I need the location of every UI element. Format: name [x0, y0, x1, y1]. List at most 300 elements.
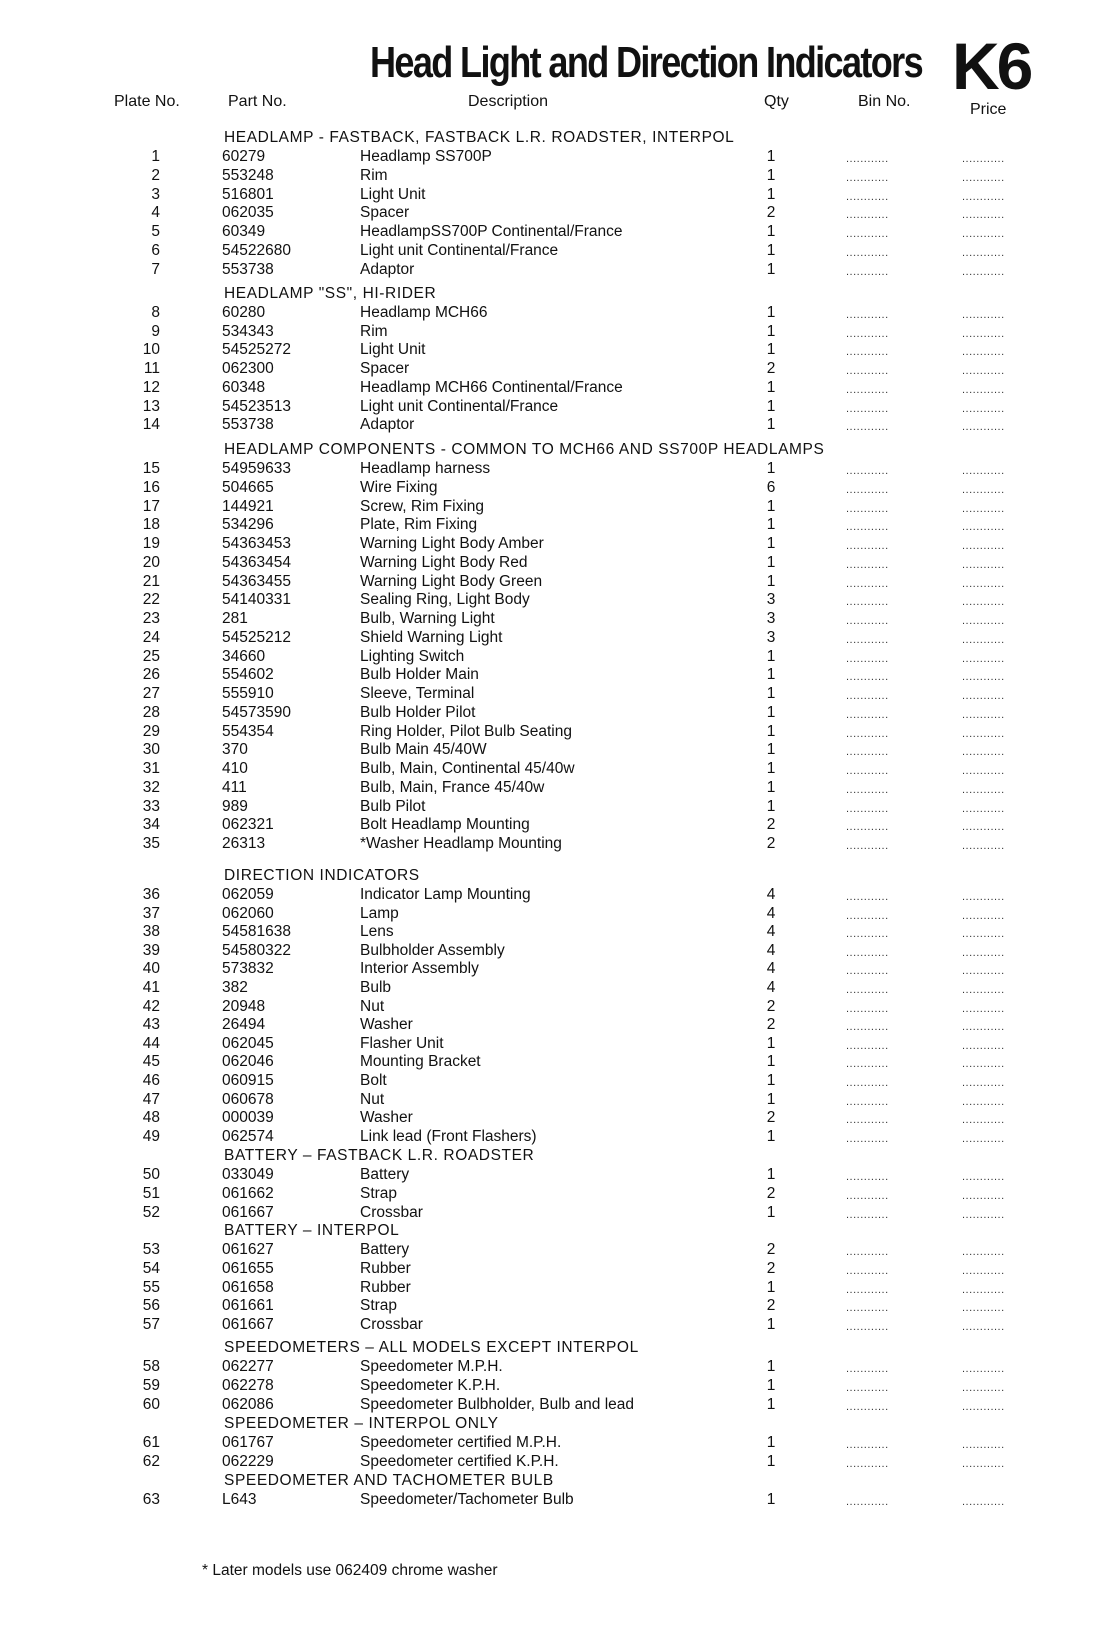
quantity: 1	[766, 322, 776, 340]
part-description: Rubber	[360, 1259, 411, 1277]
plate-number: 2	[151, 166, 160, 184]
quantity: 4	[766, 923, 776, 941]
quantity: 1	[766, 1452, 776, 1470]
part-description: Strap	[360, 1297, 398, 1315]
part-description: HeadlampSS700P Continental/France	[360, 223, 623, 241]
part-description: Lighting Switch	[360, 647, 465, 665]
part-description: Bulb Main 45/40W	[360, 741, 487, 759]
bin-number-blank: ............	[846, 690, 889, 702]
bin-number-blank: ............	[846, 1321, 889, 1334]
plate-number: 19	[142, 535, 160, 552]
table-row	[0, 609, 1116, 628]
bin-number-blank: ............	[846, 465, 889, 477]
part-description: Warning Light Body Amber	[360, 535, 544, 552]
bin-number-blank: ............	[846, 1400, 889, 1413]
part-number: 54525272	[222, 341, 291, 359]
plate-number: 10	[142, 341, 160, 359]
part-number: 061667	[222, 1316, 274, 1334]
part-description: Light unit Continental/France	[360, 397, 559, 415]
price-blank: ............	[962, 346, 1005, 359]
part-number: 20948	[222, 997, 266, 1015]
quantity: 1	[766, 1395, 776, 1413]
table-row	[0, 1127, 1116, 1146]
quantity: 3	[766, 610, 776, 627]
part-number: 989	[222, 797, 248, 815]
section-title	[0, 284, 1116, 303]
bin-number-blank: ............	[846, 365, 889, 378]
price-blank: ............	[962, 909, 1005, 922]
price-blank: ............	[962, 746, 1005, 759]
part-number: 062574	[222, 1127, 274, 1145]
section-title	[0, 1338, 1116, 1357]
part-number: 60349	[222, 223, 266, 241]
bin-number-blank: ............	[846, 671, 889, 684]
bin-number-blank: ............	[846, 1189, 889, 1202]
table-row	[0, 1015, 1116, 1034]
section-title	[0, 1471, 1116, 1490]
plate-number: 37	[142, 904, 160, 922]
quantity: 1	[766, 223, 776, 241]
plate-number: 54	[142, 1259, 160, 1277]
part-number: 062277	[222, 1358, 274, 1375]
price-blank: ............	[962, 402, 1005, 415]
part-description: Headlamp harness	[360, 460, 491, 477]
part-number: L643	[222, 1491, 257, 1508]
part-number: 34660	[222, 647, 266, 665]
bin-number-blank: ............	[846, 1457, 889, 1470]
bin-number-blank: ............	[846, 521, 889, 534]
table-row	[0, 1240, 1116, 1259]
bin-number-blank: ............	[846, 821, 889, 834]
bin-number-blank: ............	[846, 558, 889, 571]
part-description: Lens	[360, 923, 394, 941]
quantity: 1	[766, 242, 776, 259]
bin-number-blank: ............	[846, 840, 889, 852]
section-title-text: SPEEDOMETER AND TACHOMETER BULB	[224, 1472, 554, 1489]
price-blank: ............	[962, 1171, 1005, 1183]
table-row	[0, 815, 1116, 834]
table-row	[0, 1357, 1116, 1376]
bin-number-blank: ............	[846, 1114, 889, 1127]
price-blank: ............	[962, 577, 1005, 590]
price-blank: ............	[962, 465, 1005, 477]
bin-number-blank: ............	[846, 1095, 889, 1108]
price-blank: ............	[962, 946, 1005, 959]
bin-number-blank: ............	[846, 209, 889, 222]
part-description: Bulb, Main, France 45/40w	[360, 778, 545, 796]
price-blank: ............	[962, 1021, 1005, 1034]
part-number: 144921	[222, 497, 274, 515]
part-description: Sleeve, Terminal	[360, 685, 475, 702]
price-blank: ............	[962, 708, 1005, 721]
table-row	[0, 1071, 1116, 1090]
quantity: 1	[766, 553, 776, 571]
bin-number-blank: ............	[846, 1302, 889, 1315]
bin-number-blank: ............	[846, 965, 889, 978]
bin-number-blank: ............	[846, 346, 889, 359]
price-blank: ............	[962, 365, 1005, 378]
table-row	[0, 1108, 1116, 1127]
part-number: 370	[222, 741, 248, 759]
quantity: 1	[766, 1053, 776, 1071]
bin-number-blank: ............	[846, 1246, 889, 1258]
plate-number: 36	[142, 886, 160, 903]
price-blank: ............	[962, 1283, 1005, 1296]
table-row	[0, 778, 1116, 797]
price-blank: ............	[962, 802, 1005, 815]
price-blank: ............	[962, 190, 1005, 203]
quantity: 1	[766, 341, 776, 359]
quantity: 4	[766, 941, 776, 959]
bin-number-blank: ............	[846, 909, 889, 922]
plate-number: 61	[142, 1434, 160, 1451]
bin-number-blank: ............	[846, 1021, 889, 1034]
quantity: 4	[766, 904, 776, 922]
part-number: 60348	[222, 378, 266, 396]
price-blank: ............	[962, 1132, 1005, 1145]
part-number: 554354	[222, 722, 274, 740]
table-row	[0, 1259, 1116, 1278]
page-title: Head Light and Direction Indicators	[370, 38, 923, 87]
plate-number: 13	[142, 397, 160, 415]
bin-number-blank: ............	[846, 502, 889, 515]
part-number: 553738	[222, 416, 274, 434]
plate-number: 26	[142, 666, 160, 684]
bin-number-blank: ............	[846, 265, 889, 278]
part-number: 555910	[222, 685, 274, 702]
table-row	[0, 359, 1116, 378]
section-title-text: BATTERY – FASTBACK L.R. ROADSTER	[224, 1147, 535, 1164]
part-number: 000039	[222, 1109, 274, 1127]
table-row	[0, 1395, 1116, 1414]
plate-number: 16	[142, 478, 160, 496]
part-description: Indicator Lamp Mounting	[360, 886, 531, 903]
part-number: 033049	[222, 1166, 274, 1183]
part-number: 26313	[222, 835, 266, 852]
part-number: 534296	[222, 516, 274, 534]
part-number: 26494	[222, 1016, 266, 1034]
part-description: Lamp	[360, 904, 399, 922]
price-blank: ............	[962, 690, 1005, 702]
price-blank: ............	[962, 247, 1005, 259]
part-description: Speedometer K.P.H.	[360, 1376, 501, 1394]
part-description: Bolt	[360, 1072, 387, 1089]
price-blank: ............	[962, 965, 1005, 978]
bin-number-blank: ............	[846, 652, 889, 665]
plate-number: 45	[142, 1053, 160, 1071]
bin-number-blank: ............	[846, 1058, 889, 1071]
part-number: 60279	[222, 148, 266, 165]
table-row	[0, 1433, 1116, 1452]
part-number: 553248	[222, 166, 274, 184]
part-description: Washer	[360, 1109, 413, 1127]
part-description: Headlamp SS700P	[360, 148, 492, 165]
plate-number: 41	[142, 979, 160, 996]
plate-number: 27	[142, 685, 160, 702]
page-code: K6	[952, 29, 1031, 103]
part-description: Bulb Pilot	[360, 797, 426, 815]
plate-number: 29	[142, 722, 160, 740]
plate-number: 50	[142, 1166, 160, 1183]
part-description: Bulb Holder Pilot	[360, 703, 476, 721]
part-number: 54580322	[222, 941, 291, 959]
part-number: 062300	[222, 360, 274, 378]
bin-number-blank: ............	[846, 1208, 889, 1221]
part-description: Light Unit	[360, 185, 426, 203]
plate-number: 3	[151, 185, 160, 203]
part-description: Speedometer certified K.P.H.	[360, 1452, 559, 1470]
bin-number-blank: ............	[846, 1077, 889, 1089]
price-blank: ............	[962, 765, 1005, 777]
table-row	[0, 515, 1116, 534]
plate-number: 30	[142, 741, 160, 759]
plate-number: 53	[142, 1241, 160, 1258]
price-blank: ............	[962, 1058, 1005, 1071]
plate-number: 40	[142, 960, 160, 978]
plate-number: 55	[142, 1278, 160, 1296]
plate-number: 21	[142, 572, 160, 590]
bin-number-blank: ............	[846, 1132, 889, 1145]
part-column-header: Part No.	[228, 93, 287, 110]
plate-number: 25	[142, 647, 160, 665]
part-number: 060678	[222, 1090, 274, 1108]
section-title	[0, 128, 1116, 147]
part-description: Nut	[360, 1090, 385, 1108]
plate-number: 39	[142, 941, 160, 959]
part-description: Bulb, Main, Continental 45/40w	[360, 760, 575, 777]
quantity: 1	[766, 1278, 776, 1296]
plate-number: 4	[151, 204, 160, 222]
quantity: 1	[766, 741, 776, 759]
part-description: Rim	[360, 166, 388, 184]
price-blank: ............	[962, 840, 1005, 852]
price-blank: ............	[962, 1189, 1005, 1202]
price-blank: ............	[962, 615, 1005, 627]
part-number: 060915	[222, 1072, 274, 1089]
part-description: Link lead (Front Flashers)	[360, 1127, 537, 1145]
quantity: 2	[766, 816, 776, 834]
plate-number: 1	[151, 148, 160, 165]
part-description: Light Unit	[360, 341, 426, 359]
bin-number-blank: ............	[846, 783, 889, 796]
part-number: 061662	[222, 1184, 274, 1202]
table-row	[0, 978, 1116, 997]
table-row	[0, 740, 1116, 759]
table-row	[0, 703, 1116, 722]
bin-number-blank: ............	[846, 1002, 889, 1015]
table-row	[0, 166, 1116, 185]
quantity: 1	[766, 647, 776, 665]
bin-number-blank: ............	[846, 309, 889, 321]
price-blank: ............	[962, 327, 1005, 340]
part-number: 062278	[222, 1376, 274, 1394]
table-row	[0, 572, 1116, 591]
table-row	[0, 904, 1116, 923]
plate-number: 32	[142, 778, 160, 796]
table-row	[0, 478, 1116, 497]
plate-number: 51	[142, 1184, 160, 1202]
plate-number: 15	[142, 460, 160, 477]
part-description: Adaptor	[360, 416, 415, 434]
table-row	[0, 415, 1116, 434]
section-title	[0, 866, 1116, 885]
plate-number: 44	[142, 1034, 160, 1052]
table-row	[0, 553, 1116, 572]
plate-number: 23	[142, 610, 160, 627]
table-row	[0, 185, 1116, 204]
table-row	[0, 1296, 1116, 1315]
plate-number: 42	[142, 997, 160, 1015]
table-row	[0, 1203, 1116, 1222]
part-number: 516801	[222, 185, 274, 203]
price-blank: ............	[962, 1114, 1005, 1127]
section-title-text: HEADLAMP - FASTBACK, FASTBACK L.R. ROADSTER, INTERPOL	[224, 129, 735, 146]
part-number: 061655	[222, 1259, 274, 1277]
quantity: 1	[766, 378, 776, 396]
bin-number-blank: ............	[846, 708, 889, 721]
quantity: 2	[766, 997, 776, 1015]
quantity: 2	[766, 835, 776, 852]
price-blank: ............	[962, 228, 1005, 241]
price-blank: ............	[962, 558, 1005, 571]
price-column-header: Price	[970, 101, 1007, 118]
bin-number-blank: ............	[846, 577, 889, 590]
part-number: 061658	[222, 1278, 274, 1296]
part-number: 54363455	[222, 572, 291, 590]
price-blank: ............	[962, 1302, 1005, 1315]
bin-number-blank: ............	[846, 228, 889, 241]
quantity: 2	[766, 1297, 776, 1315]
plate-number: 60	[142, 1395, 160, 1413]
part-number: 573832	[222, 960, 274, 978]
bin-number-blank: ............	[846, 540, 889, 552]
bin-number-blank: ............	[846, 327, 889, 340]
plate-column-header: Plate No.	[114, 93, 180, 110]
part-number: 60280	[222, 304, 266, 321]
part-number: 062046	[222, 1053, 274, 1071]
price-blank: ............	[962, 265, 1005, 278]
part-number: 54522680	[222, 242, 291, 259]
table-row	[0, 959, 1116, 978]
bin-number-blank: ............	[846, 802, 889, 815]
quantity: 3	[766, 628, 776, 646]
quantity: 3	[766, 591, 776, 609]
table-row	[0, 1490, 1116, 1509]
table-row	[0, 722, 1116, 741]
quantity: 2	[766, 1241, 776, 1258]
part-description: Bulb Holder Main	[360, 666, 479, 684]
part-number: 062229	[222, 1452, 274, 1470]
quantity: 1	[766, 1203, 776, 1221]
footnote: * Later models use 062409 chrome washer	[202, 1562, 498, 1579]
price-blank: ............	[962, 209, 1005, 222]
quantity: 1	[766, 148, 776, 165]
part-number: 062045	[222, 1034, 274, 1052]
quantity: 1	[766, 572, 776, 590]
quantity: 1	[766, 497, 776, 515]
quantity: 1	[766, 1434, 776, 1451]
table-row	[0, 759, 1116, 778]
quantity: 1	[766, 1072, 776, 1089]
part-description: Adaptor	[360, 260, 415, 278]
bin-number-blank: ............	[846, 247, 889, 259]
price-blank: ............	[962, 521, 1005, 534]
part-description: Strap	[360, 1184, 398, 1202]
bin-number-blank: ............	[846, 1439, 889, 1451]
part-number: 061627	[222, 1241, 274, 1258]
section-title-text: HEADLAMP "SS", HI-RIDER	[224, 285, 437, 302]
price-blank: ............	[962, 652, 1005, 665]
price-blank: ............	[962, 1246, 1005, 1258]
bin-number-blank: ............	[846, 171, 889, 184]
table-row	[0, 1315, 1116, 1334]
part-description: Light unit Continental/France	[360, 242, 559, 259]
quantity: 1	[766, 1376, 776, 1394]
part-description: Ring Holder, Pilot Bulb Seating	[360, 722, 572, 740]
part-description: Bulb, Warning Light	[360, 610, 495, 627]
plate-number: 9	[151, 322, 160, 340]
part-number: 061661	[222, 1297, 274, 1315]
quantity: 1	[766, 1491, 776, 1508]
part-number: 54363453	[222, 535, 291, 552]
part-description: Bulb	[360, 979, 392, 996]
plate-number: 49	[142, 1127, 160, 1145]
price-blank: ............	[962, 153, 1005, 165]
table-row	[0, 534, 1116, 553]
plate-number: 14	[142, 416, 160, 434]
price-blank: ............	[962, 671, 1005, 684]
price-blank: ............	[962, 1400, 1005, 1413]
plate-number: 38	[142, 923, 160, 941]
part-description: Shield Warning Light	[360, 628, 503, 646]
quantity: 2	[766, 1109, 776, 1127]
part-description: Bulbholder Assembly	[360, 941, 505, 959]
part-description: Interior Assembly	[360, 960, 479, 978]
table-row	[0, 222, 1116, 241]
description-column-header: Description	[468, 93, 549, 110]
bin-number-blank: ............	[846, 383, 889, 396]
table-row	[0, 797, 1116, 816]
section-title-text: HEADLAMP COMPONENTS - COMMON TO MCH66 AND SS700P HEADLAMPS	[224, 441, 825, 458]
quantity: 1	[766, 516, 776, 534]
part-number: 062059	[222, 886, 274, 903]
bin-number-blank: ............	[846, 1496, 889, 1508]
part-description: Speedometer M.P.H.	[360, 1358, 503, 1375]
part-description: Headlamp MCH66	[360, 304, 488, 321]
bin-number-blank: ............	[846, 615, 889, 627]
bin-number-blank: ............	[846, 402, 889, 415]
plate-number: 8	[151, 304, 160, 321]
part-number: 062060	[222, 904, 274, 922]
part-description: *Washer Headlamp Mounting	[360, 835, 562, 852]
part-number: 411	[222, 778, 247, 796]
bin-number-blank: ............	[846, 190, 889, 203]
table-row	[0, 1278, 1116, 1297]
part-description: Spacer	[360, 360, 410, 378]
bin-number-blank: ............	[846, 1363, 889, 1375]
quantity: 1	[766, 260, 776, 278]
plate-number: 63	[142, 1491, 160, 1508]
plate-number: 62	[142, 1452, 160, 1470]
section-title-text: BATTERY – INTERPOL	[224, 1222, 400, 1239]
quantity: 1	[766, 1127, 776, 1145]
part-number: 061667	[222, 1203, 274, 1221]
price-blank: ............	[962, 1002, 1005, 1015]
quantity: 1	[766, 703, 776, 721]
price-blank: ............	[962, 1077, 1005, 1089]
plate-number: 56	[142, 1297, 160, 1315]
table-row	[0, 378, 1116, 397]
